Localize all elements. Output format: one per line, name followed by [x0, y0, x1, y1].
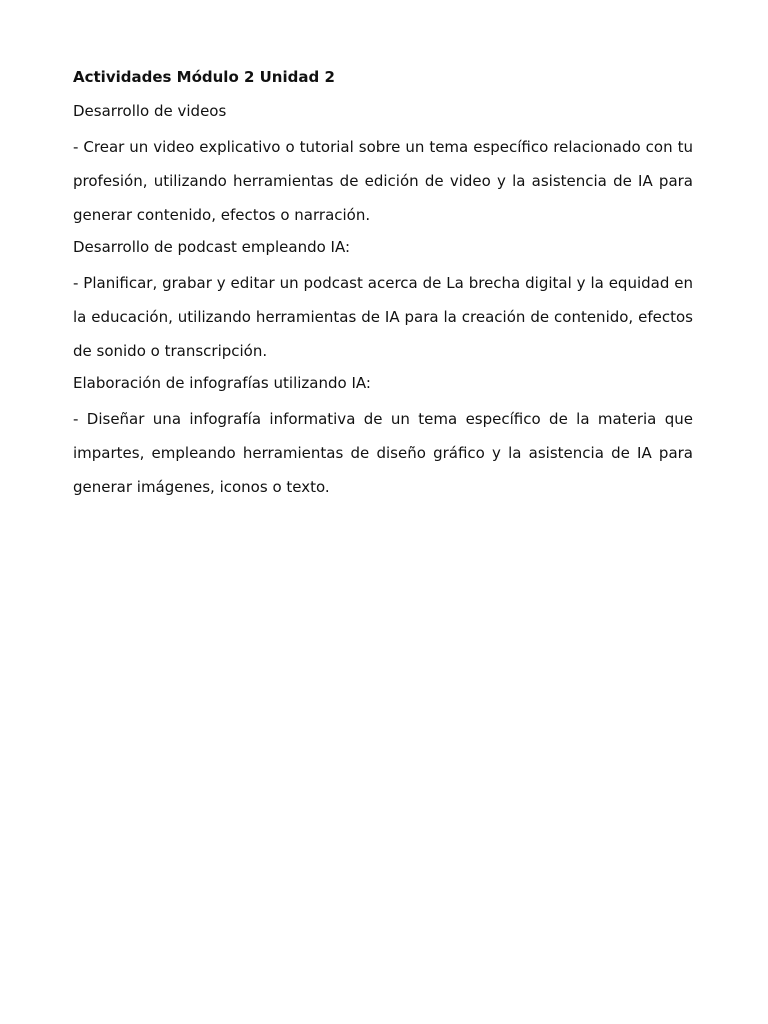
section-heading-podcast: Desarrollo de podcast empleando IA: [73, 238, 351, 256]
section-heading-videos: Desarrollo de videos [73, 102, 227, 120]
section-heading-infografias: Elaboración de infografías utilizando IA: [73, 374, 371, 392]
section-body-videos: - Crear un video explicativo o tutorial sobre un tema específico relacionado con tu profesión, utilizando herramientas de edición de video y la asistencia de IA para generar contenido, efectos o narración. [73, 138, 693, 224]
section-body-infografias: - Diseñar una infografía informativa de un tema específico de la materia que impartes, empleando herramientas de diseño gráfico y la asistencia de IA para generar imágenes, iconos o texto. [73, 410, 693, 496]
document-title: Actividades Módulo 2 Unidad 2 [73, 68, 335, 86]
document-page [73, 62, 693, 504]
section-body-podcast: - Planificar, grabar y editar un podcast acerca de La brecha digital y la equidad en la educación, utilizando herramientas de IA para la creación de contenido, efectos de sonido o transcripción. [73, 274, 693, 360]
